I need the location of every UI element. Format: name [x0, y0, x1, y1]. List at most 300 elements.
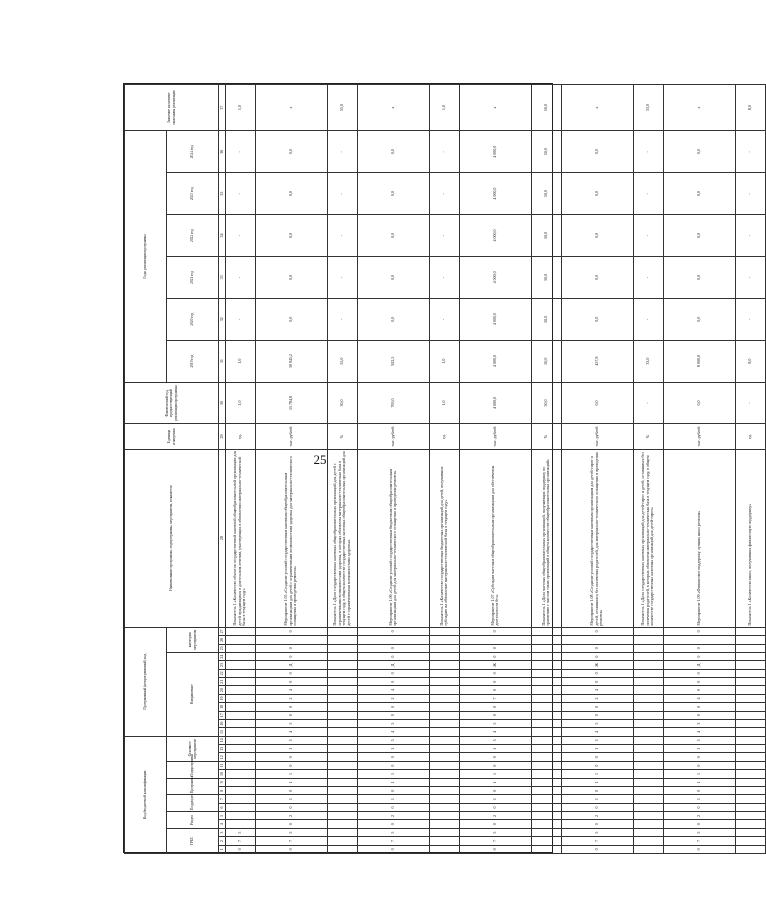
row-year-value-cell: -	[429, 131, 459, 173]
budget-table-sheet	[123, 83, 752, 853]
row-year-value-cell: 0,0	[561, 173, 633, 215]
row-year-value-cell: -	[735, 131, 765, 173]
code-digit-cell: 1	[459, 770, 531, 778]
row-year-value-cell: -	[633, 256, 663, 298]
code-digit-cell: 0	[459, 711, 531, 719]
code-digit-cell: 0	[255, 761, 327, 769]
code-digit-cell	[531, 753, 561, 761]
code-digit-cell: 4	[561, 686, 633, 694]
row-year-value-cell: -	[735, 215, 765, 257]
code-digit-cell	[735, 761, 765, 769]
code-digit-cell	[429, 694, 459, 702]
code-digit-cell	[327, 770, 357, 778]
table-row	[327, 85, 357, 854]
code-digit-cell	[327, 803, 357, 811]
code-digit-cell: 2	[561, 694, 633, 702]
row-name-cell: Мероприятие 1.09 «Финансовое поддержку лучших школ региона»	[663, 449, 735, 627]
column-number-cell: 29	[219, 424, 226, 449]
row-year-value-cell: 0,0	[357, 298, 429, 340]
code-digit-cell	[531, 644, 561, 652]
code-digit-cell	[327, 761, 357, 769]
code-digit-cell	[225, 694, 255, 702]
code-digit-cell: 0	[561, 820, 633, 828]
code-digit-cell: 0	[663, 669, 735, 677]
row-year-value-cell: -	[633, 215, 663, 257]
row-unit-cell: тыс. рублей	[561, 424, 633, 449]
row-actual-cell: -	[633, 382, 663, 424]
code-digit-cell	[633, 837, 663, 845]
code-digit-cell: 1	[255, 778, 327, 786]
row-name-cell: Мероприятие 1.08 «Создание условий государственным казенным организациям для детей-сирот и детей, оставшихся без попечения родителей, для материально-технического оснащения и проведения ремонта»	[561, 449, 633, 627]
row-actual-cell: 30,0	[327, 382, 357, 424]
row-unit-cell: %	[531, 424, 561, 449]
row-year-value-cell: 4 000,0	[459, 256, 531, 298]
row-year-value-cell: -	[225, 256, 255, 298]
code-digit-cell	[429, 661, 459, 669]
code-digit-cell: 0	[255, 669, 327, 677]
column-number-cell: 25	[219, 644, 226, 652]
code-digit-cell	[429, 669, 459, 677]
row-year-value-cell: -	[429, 298, 459, 340]
code-digit-cell	[327, 627, 357, 636]
code-digit-cell	[735, 661, 765, 669]
code-digit-cell: 7	[663, 837, 735, 845]
row-year-value-cell: 4 000,0	[459, 298, 531, 340]
code-digit-cell	[429, 761, 459, 769]
code-digit-cell	[531, 678, 561, 686]
code-digit-cell: 0	[357, 753, 429, 761]
code-digit-cell	[735, 728, 765, 736]
row-unit-cell: %	[633, 424, 663, 449]
header-section: Раздел	[167, 812, 219, 829]
row-year-value-cell: -	[225, 298, 255, 340]
code-digit-cell: 1	[357, 745, 429, 753]
column-number-cell: 22	[219, 669, 226, 677]
row-unit-cell: тыс. рублей	[357, 424, 429, 449]
row-year-value-cell: 0,0	[561, 131, 633, 173]
code-digit-cell	[531, 828, 561, 836]
code-digit-cell: 1	[561, 745, 633, 753]
code-digit-cell	[735, 711, 765, 719]
code-digit-cell	[531, 669, 561, 677]
code-digit-cell: 4	[357, 728, 429, 736]
code-digit-cell: 4	[357, 686, 429, 694]
code-digit-cell: 5	[663, 736, 735, 744]
row-final-cell: х	[459, 85, 531, 131]
code-digit-cell	[531, 770, 561, 778]
header-final: Значение на момент окончания реализации	[125, 85, 219, 131]
code-digit-cell: 7	[561, 837, 633, 845]
row-name-cell: Мероприятие 1.06 «Создание условий государственным бюджетным общеобразовательным организациям для детей для материально-технического оснащения и проведения ремонта»	[357, 449, 429, 627]
column-number-cell: 1	[219, 845, 226, 853]
row-name-cell: Показатель 1 «Доля частных общеобразовательных организаций, получающих поддержку по сравнению с числом таких организаций в общем количестве общеобразовательных организаций»	[531, 449, 561, 627]
code-digit-cell: 0	[255, 703, 327, 711]
code-digit-cell: 5	[561, 828, 633, 836]
code-digit-cell	[633, 669, 663, 677]
code-digit-cell: Ж	[459, 661, 531, 669]
code-digit-cell	[735, 845, 765, 853]
code-digit-cell: 0	[663, 652, 735, 660]
code-digit-cell: 1	[561, 770, 633, 778]
code-digit-cell: 5	[663, 828, 735, 836]
row-actual-cell: 50,0	[531, 382, 561, 424]
code-digit-cell: 5	[561, 736, 633, 744]
column-number-cell: 20	[219, 686, 226, 694]
code-digit-cell	[429, 652, 459, 660]
code-digit-cell	[531, 627, 561, 636]
code-digit-cell: 0	[459, 669, 531, 677]
code-digit-cell	[225, 661, 255, 669]
header-year-2021: 2021 год	[167, 256, 219, 298]
program-table	[124, 84, 766, 854]
row-final-cell: х	[357, 85, 429, 131]
code-digit-cell	[225, 652, 255, 660]
table-row	[633, 85, 663, 854]
column-number-cell: 27	[219, 627, 226, 636]
row-year-value-cell: -	[327, 298, 357, 340]
code-digit-cell: 0	[255, 711, 327, 719]
row-year-value-cell: 922,5	[357, 340, 429, 382]
code-digit-cell	[735, 627, 765, 636]
code-digit-cell: 1	[663, 795, 735, 803]
column-number-cell: 10	[219, 770, 226, 778]
column-number-cell: 3	[219, 828, 226, 836]
header-year-2019: 2019 год	[167, 340, 219, 382]
code-digit-cell	[735, 828, 765, 836]
code-digit-cell	[633, 770, 663, 778]
code-digit-cell: 5	[357, 828, 429, 836]
header-event-category: категория мероприятия	[167, 627, 219, 652]
code-digit-cell	[531, 636, 561, 644]
code-digit-cell	[327, 661, 357, 669]
row-actual-cell: 0,0	[561, 382, 633, 424]
column-number-cell: 23	[219, 661, 226, 669]
row-actual-cell: 4 000,0	[459, 382, 531, 424]
code-digit-cell	[429, 703, 459, 711]
code-digit-cell	[531, 803, 561, 811]
code-digit-cell	[633, 644, 663, 652]
row-final-cell: 8,0	[735, 85, 765, 131]
code-digit-cell	[735, 686, 765, 694]
row-unit-cell: тыс. рублей	[663, 424, 735, 449]
code-digit-cell: 0	[561, 644, 633, 652]
code-digit-cell	[735, 803, 765, 811]
column-number-row	[219, 85, 226, 854]
code-digit-cell: 0	[255, 627, 327, 636]
code-digit-cell: 0	[357, 627, 429, 636]
code-digit-cell	[561, 636, 633, 644]
row-year-value-cell: 55,0	[327, 340, 357, 382]
row-year-value-cell: -	[225, 131, 255, 173]
code-digit-cell	[735, 669, 765, 677]
code-digit-cell: 0	[561, 652, 633, 660]
code-digit-cell	[327, 686, 357, 694]
code-digit-cell: 0	[357, 711, 429, 719]
code-digit-cell	[327, 778, 357, 786]
code-digit-cell: 7	[459, 694, 531, 702]
code-digit-cell: 0	[255, 845, 327, 853]
code-digit-cell	[327, 736, 357, 744]
code-digit-cell	[429, 778, 459, 786]
code-digit-cell: 1	[459, 795, 531, 803]
row-year-value-cell: 4 000,0	[459, 131, 531, 173]
table-row	[663, 85, 735, 854]
code-digit-cell: 0	[561, 761, 633, 769]
code-digit-cell: 0	[357, 803, 429, 811]
row-final-cell: 55,0	[327, 85, 357, 131]
column-number-cell: 37	[219, 85, 226, 131]
code-digit-cell	[327, 719, 357, 727]
header-subprogram: Подпрограмма	[167, 761, 219, 778]
table-row	[429, 85, 459, 854]
code-digit-cell	[429, 711, 459, 719]
code-digit-cell: 4	[255, 728, 327, 736]
table-row	[561, 85, 633, 854]
row-year-value-cell: 8,0	[735, 340, 765, 382]
code-digit-cell: 0	[663, 678, 735, 686]
code-digit-cell	[327, 820, 357, 828]
code-digit-cell	[735, 652, 765, 660]
row-unit-cell: ед.	[735, 424, 765, 449]
code-digit-cell: 1	[663, 770, 735, 778]
column-number-cell: 12	[219, 753, 226, 761]
code-digit-cell	[225, 703, 255, 711]
code-digit-cell	[327, 678, 357, 686]
row-year-value-cell: -	[633, 131, 663, 173]
row-year-value-cell: 0,0	[255, 131, 327, 173]
code-digit-cell	[225, 636, 255, 644]
code-digit-cell	[357, 636, 429, 644]
code-digit-cell	[327, 652, 357, 660]
code-digit-cell	[735, 778, 765, 786]
code-digit-cell: 0	[663, 820, 735, 828]
row-year-value-cell: 50,0	[531, 340, 561, 382]
code-digit-cell	[531, 761, 561, 769]
code-digit-cell	[225, 795, 255, 803]
row-final-cell: 1,0	[225, 85, 255, 131]
code-digit-cell: 0	[459, 627, 531, 636]
code-digit-cell	[531, 778, 561, 786]
code-digit-cell	[225, 778, 255, 786]
code-digit-cell	[633, 652, 663, 660]
column-number-cell: 6	[219, 803, 226, 811]
code-digit-cell	[429, 812, 459, 820]
column-number-cell: 18	[219, 703, 226, 711]
code-digit-cell: 2	[663, 812, 735, 820]
code-digit-cell	[531, 728, 561, 736]
column-number-cell: 4	[219, 820, 226, 828]
row-year-value-cell: 4 000,0	[459, 340, 531, 382]
code-digit-cell: 0	[561, 753, 633, 761]
code-digit-cell: 2	[459, 812, 531, 820]
code-digit-cell	[429, 636, 459, 644]
code-digit-cell	[225, 753, 255, 761]
code-digit-cell	[255, 636, 327, 644]
code-digit-cell	[429, 745, 459, 753]
code-digit-cell	[429, 787, 459, 795]
row-year-value-cell: -	[327, 215, 357, 257]
code-digit-cell: 1	[357, 770, 429, 778]
code-digit-cell	[225, 812, 255, 820]
code-digit-cell	[633, 787, 663, 795]
header-actual: Фактический год, предшествующий реализации программы	[125, 382, 219, 424]
code-digit-cell	[633, 795, 663, 803]
code-digit-cell: 0	[663, 753, 735, 761]
column-number-cell: 30	[219, 382, 226, 424]
code-digit-cell: 4	[255, 686, 327, 694]
code-digit-cell	[327, 787, 357, 795]
row-name-cell: Показатель 1 «Количество школ, получивших финансовую поддержку»	[735, 449, 765, 627]
code-digit-cell	[531, 652, 561, 660]
row-year-value-cell: 0,0	[561, 256, 633, 298]
code-digit-cell: 1	[663, 778, 735, 786]
code-digit-cell	[429, 686, 459, 694]
row-final-cell: х	[561, 85, 633, 131]
row-year-value-cell: 0,0	[663, 298, 735, 340]
code-digit-cell	[225, 736, 255, 744]
code-digit-cell	[663, 636, 735, 644]
column-number-cell: 5	[219, 812, 226, 820]
code-digit-cell	[633, 803, 663, 811]
code-digit-cell	[531, 795, 561, 803]
row-year-value-cell: -	[327, 131, 357, 173]
row-final-cell: 1,0	[429, 85, 459, 131]
code-digit-cell: 2	[357, 812, 429, 820]
code-digit-cell: 5	[459, 719, 531, 727]
row-year-value-cell: 0,0	[357, 131, 429, 173]
code-digit-cell	[735, 820, 765, 828]
row-year-value-cell: 0,0	[255, 256, 327, 298]
code-digit-cell	[429, 820, 459, 828]
code-digit-cell	[531, 745, 561, 753]
code-digit-cell: 4	[561, 728, 633, 736]
row-year-value-cell: 1,0	[225, 340, 255, 382]
code-digit-cell	[633, 778, 663, 786]
code-digit-cell: 2	[255, 694, 327, 702]
code-digit-cell: 0	[663, 627, 735, 636]
row-year-value-cell: 0,0	[357, 215, 429, 257]
code-digit-cell: 0	[561, 711, 633, 719]
header-year-2024: 2024 год	[167, 131, 219, 173]
row-name-cell: Мероприятие 1.05 «Создание условий государственным казенным общеобразовательным организациям для детей с ограниченными возможностями здоровья для материально-технического оснащения и проведения ремонта»	[255, 449, 327, 627]
row-year-value-cell: 33,0	[633, 340, 663, 382]
row-year-value-cell: 0,0	[663, 256, 735, 298]
code-digit-cell: 1	[561, 778, 633, 786]
row-actual-cell: -	[735, 382, 765, 424]
table-row	[357, 85, 429, 854]
code-digit-cell	[735, 795, 765, 803]
code-digit-cell: 5	[459, 828, 531, 836]
page-number: 25	[313, 452, 327, 467]
code-digit-cell	[225, 803, 255, 811]
code-digit-cell: 1	[663, 745, 735, 753]
code-digit-cell: 0	[357, 652, 429, 660]
row-unit-cell: ед.	[225, 424, 255, 449]
table-row	[459, 85, 531, 854]
code-digit-cell	[633, 694, 663, 702]
header-main-event: Основное мероприятие	[167, 736, 219, 761]
code-digit-cell: 0	[357, 644, 429, 652]
code-digit-cell: 5	[225, 828, 255, 836]
code-digit-cell	[327, 728, 357, 736]
code-digit-cell	[225, 627, 255, 636]
code-digit-cell: 7	[357, 837, 429, 845]
code-digit-cell	[225, 820, 255, 828]
code-digit-cell: 0	[255, 678, 327, 686]
code-digit-cell	[429, 728, 459, 736]
code-digit-cell	[531, 719, 561, 727]
code-digit-cell: 0	[561, 678, 633, 686]
code-digit-cell	[633, 812, 663, 820]
code-digit-cell	[429, 627, 459, 636]
code-digit-cell: 0	[255, 753, 327, 761]
row-year-value-cell: 50,0	[531, 215, 561, 257]
column-number-cell: 34	[219, 215, 226, 257]
code-digit-cell: 0	[663, 644, 735, 652]
column-number-cell: 28	[219, 449, 226, 627]
row-year-value-cell: -	[735, 256, 765, 298]
row-final-cell: х	[663, 85, 735, 131]
column-number-cell: 24	[219, 652, 226, 660]
column-number-cell: 8	[219, 787, 226, 795]
header-code-group: Код бюджетной классификации	[125, 736, 167, 853]
code-digit-cell	[225, 669, 255, 677]
code-digit-cell: 0	[357, 669, 429, 677]
row-actual-cell: 1,0	[429, 382, 459, 424]
code-digit-cell: 0	[357, 845, 429, 853]
row-year-value-cell: 0,0	[561, 215, 633, 257]
code-digit-cell	[735, 636, 765, 644]
column-number-cell: 21	[219, 678, 226, 686]
code-digit-cell	[633, 728, 663, 736]
code-digit-cell	[327, 795, 357, 803]
column-number-cell: 16	[219, 719, 226, 727]
row-name-cell: Мероприятие 1.07 «Субсидии частным общеобразовательным организациям для обеспечения деятельности без»	[459, 449, 531, 627]
code-digit-cell	[225, 787, 255, 795]
code-digit-cell	[633, 736, 663, 744]
code-digit-cell: 1	[255, 745, 327, 753]
code-digit-cell	[327, 644, 357, 652]
code-digit-cell: 0	[225, 845, 255, 853]
code-digit-cell	[735, 736, 765, 744]
code-digit-cell	[531, 703, 561, 711]
code-digit-cell	[327, 812, 357, 820]
code-digit-cell: 0	[561, 845, 633, 853]
code-digit-cell: 7	[255, 837, 327, 845]
code-digit-cell: 0	[357, 787, 429, 795]
code-digit-cell: 0	[663, 845, 735, 853]
code-digit-cell: 4	[663, 694, 735, 702]
code-digit-cell	[735, 770, 765, 778]
code-digit-cell	[633, 753, 663, 761]
code-digit-cell: 5	[561, 719, 633, 727]
code-digit-cell	[327, 703, 357, 711]
code-digit-cell: 1	[357, 795, 429, 803]
row-final-cell: 50,0	[531, 85, 561, 131]
code-digit-cell	[735, 703, 765, 711]
table-row	[531, 85, 561, 854]
code-digit-cell: 0	[255, 644, 327, 652]
code-digit-cell	[633, 845, 663, 853]
code-digit-cell: 0	[255, 803, 327, 811]
code-digit-cell: 5	[459, 736, 531, 744]
row-year-value-cell: 0,0	[357, 256, 429, 298]
row-name-cell: Показатель 1 «Доля государственных казенных общеобразовательных организаций для детей с ограниченными возможностями здоровья, в которых обновлена материально-техническая база в текущем году, в общем количестве государственных казенных общеобразовательных организаций для детей с ограниченными возможностями здоровья»	[327, 449, 357, 627]
rotated-table-container	[124, 84, 752, 854]
header-years-group: Годы реализации программы	[125, 131, 167, 382]
code-digit-cell: 0	[357, 761, 429, 769]
row-year-value-cell: 0,0	[255, 298, 327, 340]
